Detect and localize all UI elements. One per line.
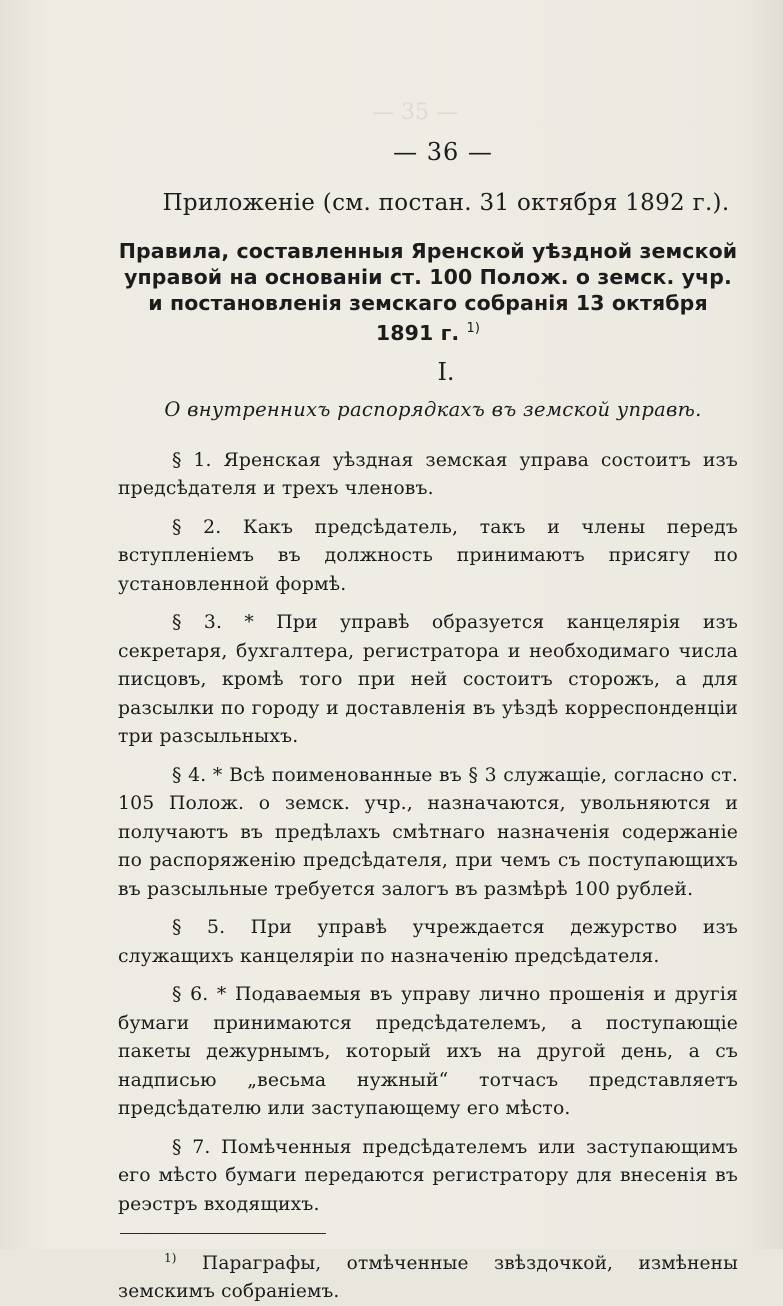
footnote-text: Параграфы, отмѣченные звѣздочкой, измѣнены земскимъ собраніемъ. [118,1253,738,1303]
rules-title-text: Правила, составленныя Яренской уѣздной земской управой на основаніи ст. 100 Полож. о земск. учр. и постановленія земскаго собранія 13 октября 1891 г. [118,239,738,345]
appendix-line: Приложеніе (см. постан. 31 октября 1892 г.). [162,190,730,216]
footnote [118,1244,738,1306]
section-subtitle: О внутреннихъ распорядкахъ въ земской управѣ. [164,397,702,421]
footnote-divider [120,1233,326,1234]
paragraph-2: § 2. Какъ предсѣдатель, такъ и члены передъ вступленіемъ въ должность принимаютъ присягу по установленной формѣ. [118,516,738,595]
section-number: I. [437,357,455,386]
paragraph-6: § 6. * Подаваемыя въ управу лично прошенія и другія бумаги принимаются предсѣдателемъ, а поступающіе пакеты дежурнымъ, который ихъ на другой день, а съ надписью „весьма нужный“ тотчасъ представляетъ предсѣдателю или заступающему его мѣсто. [118,984,738,1120]
paragraph-1: § 1. Яренская уѣздная земская управа состоитъ изъ предсѣдателя и трехъ членовъ. [118,449,738,500]
paragraph-4: § 4. * Всѣ поименованные въ § 3 служащіе, согласно ст. 105 Полож. о земск. учр., назначаются, увольняются и получаютъ въ предѣлахъ смѣтнаго назначенія содержаніе по распоряженію предсѣдателя, при чемъ съ поступающихъ въ разсыльные требуется залогъ въ размѣрѣ 100 рублей. [118,764,738,900]
paragraph-list [118,447,738,1220]
footnote-mark: 1) [164,1251,177,1266]
ghost-page-number: — 35 — [372,100,458,125]
paragraph-3: § 3. * При управѣ образуется канцелярія изъ секретаря, бухгалтера, регистратора и необходимаго числа писцовъ, кромѣ того при ней состоитъ сторожъ, а для разсылки по городу и доставленія въ уѣздѣ корреспонденціи три разсыльныхъ. [118,612,738,748]
title-footnote-mark: 1) [466,321,481,336]
page-content [118,138,738,1306]
paragraph-5: § 5. При управѣ учреждается дежурство изъ служащихъ канцеляріи по назначенію предсѣдателя. [118,917,738,967]
paragraph-7: § 7. Помѣченныя предсѣдателемъ или заступающимъ его мѣсто бумаги передаются регистратору для внесенія въ реэстръ входящихъ. [118,1136,738,1215]
page-number: — 36 — [393,138,493,166]
rules-title [118,238,738,346]
